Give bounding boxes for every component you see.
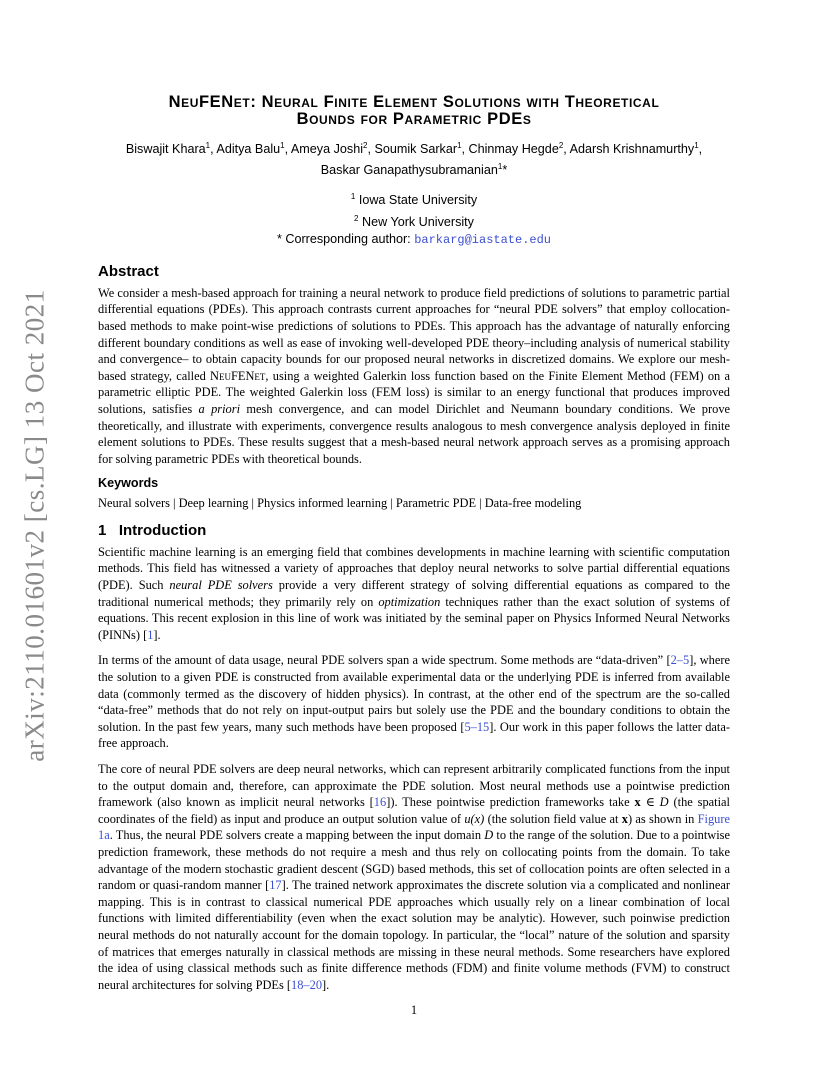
citation-link[interactable]: 5–15	[464, 719, 490, 734]
author-affil-mark: 1	[497, 162, 503, 172]
citation-link[interactable]: 17	[269, 878, 282, 893]
intro-paragraph-1: Scientific machine learning is an emerging field that combines developments in machine learning with scientific computation methods. This field has witnessed a variety of approaches that deploy neural networks to solve partial differential equations (PDE). Such neural PDE solvers provide a very different strategy of solving differential equations as compared to the traditional numerical methods; they primarily rely on optimization techniques rather than the exact solution of systems of equations. This recent explosion in this line of work was initiated by the seminal paper on Physics Informed Neural Networks (PINNs) [1].	[98, 544, 730, 642]
section-heading-introduction: 1 Introduction	[98, 521, 207, 539]
intro-paragraph-2: In terms of the amount of data usage, neural PDE solvers span a wide spectrum. Some methods are “data-driven” [2–5], where the solution to a given PDE is constructed from available experimental data or the underlying PDE is inferred from available data (commonly termed as the discovery of hidden physics). In contrast, at the other end of the spectrum are the so-called “data-free” methods that do not rely on input-output pairs but solely use the PDE and the boundary conditions to obtain the solution. In the past few years, many such methods have been proposed [5–15]. Our work in this paper follows the latter data-free approach.	[98, 653, 730, 751]
citation-link[interactable]: 2–5	[670, 653, 690, 668]
email-link[interactable]: barkarg@iastate.edu	[414, 232, 552, 247]
affiliation-1: $^1$ Iowa State University	[350, 192, 478, 208]
figure-link[interactable]: Figure 1a	[98, 811, 730, 843]
citation-link[interactable]: 16	[373, 795, 387, 810]
affiliation-2: $^2$ New York University	[354, 213, 474, 229]
author-name: Adarsh Krishnamurthy	[569, 142, 695, 157]
author-affil-mark: 1	[205, 141, 211, 150]
keywords-heading: Keywords	[98, 476, 159, 491]
keywords-text: Neural solvers | Deep learning | Physics informed learning | Parametric PDE | Data-free modeling	[98, 496, 582, 511]
page-content	[98, 94, 730, 993]
title-line-1: NeuFENet: Neural Finite Element Solutions with Theoretical	[168, 93, 660, 111]
abstract-heading: Abstract	[98, 262, 159, 280]
author-affil-mark: 1	[280, 141, 285, 150]
title-line-2: Bounds for Parametric PDEs	[296, 110, 532, 128]
abstract-text: We consider a mesh-based approach for training a neural network to produce field predictions of solutions to parametric partial differential equations (PDEs). This approach contrasts current approaches for “neural PDE solvers” that employ collocation-based methods to make point-wise predictions of solutions to PDEs. This approach has the advantage of naturally enforcing different boundary conditions as well as ease of invoking well-developed PDE theory–including analysis of numerical stability and convergence– to obtain capacity bounds for our proposed neural networks in discretized domains. We explore our mesh-based strategy, called NeuFENet, using a weighted Galerkin loss function based on the Finite Element Method (FEM) on a parametric elliptic PDE. The weighted Galerkin loss (FEM loss) is similar to an energy functional that produces improved solutions, satisfies a priori mesh convergence, and can model Dirichlet and Neumann boundary conditions. We prove theoretically, and illustrate with experiments, convergence results analogous to mesh convergence analysis deployed in finite element solutions to PDEs. These results suggest that a mesh-based neural network approach serves as a promising approach for solving parametric PDEs with theoretical bounds.	[98, 285, 731, 466]
citation-link[interactable]: 18–20	[291, 977, 323, 992]
author-name: Baskar Ganapathysubramanian	[320, 163, 498, 178]
corresponding-author: * Corresponding author: barkarg@iastate.edu	[276, 231, 552, 247]
author-name: Aditya Balu	[216, 142, 281, 157]
author-name: Soumik Sarkar	[374, 142, 458, 157]
method-name: NeuFENet	[210, 368, 266, 383]
author-affil-mark: 1	[694, 141, 699, 150]
author-name: Biswajit Khara	[125, 142, 206, 157]
author-affil-mark: 1	[457, 141, 462, 150]
author-list: Biswajit Khara$^1$, Aditya Balu$^1$, Ameya Joshi$^2$, Soumik Sarkar$^1$, Chinmay Hegde$^2$, Adarsh Krishnamurthy$^1$, Baskar Ganapathysubramanian$^1$*	[125, 141, 703, 178]
intro-paragraph-3: The core of neural PDE solvers are deep neural networks, which can represent arbitrarily complicated functions from the input to the output domain and, therefore, can approximate the PDE solution. Most neural methods use a pointwise prediction framework (also known as implicit neural networks [16]). These pointwise prediction frameworks take x ∈ D (the spatial coordinates of the field) as input and produce an output solution value of u(x) (the solution field value at x) as shown in Figure 1a. Thus, the neural PDE solvers create a mapping between the input domain D to the range of the solution. Due to a pointwise prediction framework, these methods do not require a mesh and thus rely on collocating points from the domain. To take advantage of the modern stochastic gradient descent (SGD) based methods, this set of collocation points are often selected in a random or quasi-random manner [17]. The trained network approximates the discrete solution via a complicated and nonlinear mapping. This is in contrast to classical numerical PDE approaches which usually rely on a linear combination of local functions with limited differentiability (even when the exact solution may be analytic). However, such poinwise prediction neural methods do not naturally account for the domain topology. In particular, the “local” nature of the solution and sparsity of matrices that emerges naturally in classical methods are missing in these neural methods. Some researchers have explored the idea of using classical methods such as finite difference methods (FDM) and finite volume methods (FVM) to construct neural architectures for solving PDEs [18–20].	[98, 762, 731, 992]
affiliation-list	[98, 188, 730, 248]
arxiv-id: arXiv:2110.01601v2 [cs.LG] 13 Oct 2021	[19, 288, 50, 762]
author-name: Ameya Joshi	[290, 142, 364, 157]
author-affil-mark: 2	[363, 141, 368, 150]
paper-title	[98, 94, 730, 128]
corresponding-mark: *	[502, 163, 508, 178]
arxiv-stamp	[10, 290, 60, 760]
author-affil-mark: 2	[558, 141, 564, 150]
citation-link[interactable]: 1	[147, 627, 154, 642]
author-name: Chinmay Hegde	[468, 142, 559, 157]
page-number: 1	[410, 1003, 418, 1017]
